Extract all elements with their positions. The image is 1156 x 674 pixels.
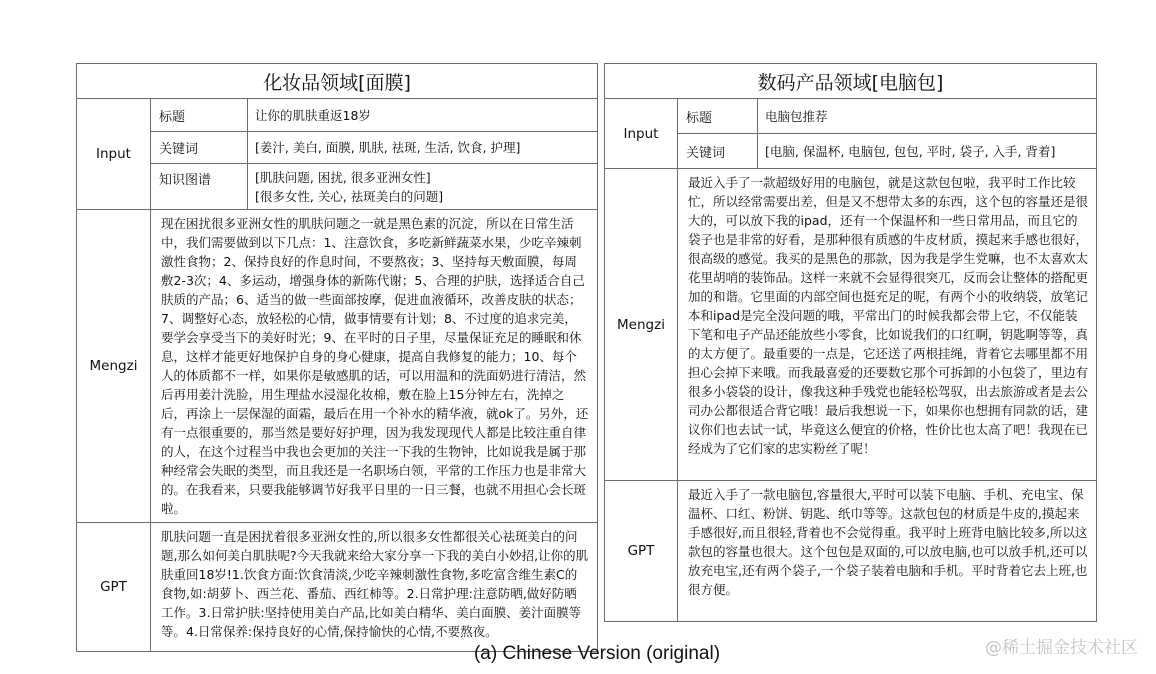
left-title-value: 让你的肌肤重返18岁 bbox=[248, 99, 598, 132]
figure-caption: (a) Chinese Version (original) bbox=[473, 643, 721, 664]
left-kg-label: 知识图谱 bbox=[151, 164, 248, 210]
right-table-title: 数码产品领域[电脑包] bbox=[605, 64, 1097, 99]
watermark: @稀土掘金技术社区 bbox=[985, 638, 1138, 658]
right-mengzi-text: 最近入手了一款超级好用的电脑包，就是这款包包啦，我平时工作比较忙，所以经常需要出差，但是又不想带太多的东西，这个包的容量还是很大的，可以放下我的ipad，还有一个保温杯和一些日常用品，而且它的袋子也是非常的好看，是那种很有质感的牛皮材质，摸起来手感也很好，很高级的感觉。我买的是黑色的那款，因为我是学生党嘛，也不太喜欢太花里胡哨的装饰品。这样一来就不会显得很突兀，反而会让整体的搭配更加的和谐。它里面的内部空间也挺充足的呢，有两个小的收纳袋，放笔记本和ipad是完全没问题的哦，平常出门的时候我都会带上它，不仅能装下笔和电子产品还能放些小零食，比如说我们的口红啊，钥匙啊等等，真的太方便了。最重要的一点是，它还送了两根挂绳，背着它去哪里都不用担心会掉下来哦。而我最喜爱的还要数它那个可拆卸的小包袋了，里边有很多小袋袋的设计，像我这种手残党也能轻松驾驭，出去旅游或者是去公司办公都很适合背它哦！最后我想说一下，如果你也想拥有同款的话，建议你们也去试一试，毕竟这么便宜的价格，性价比也太高了吧！我现在已经成为了它们家的忠实粉丝了呢！ bbox=[678, 169, 1097, 481]
right-gpt-label: GPT bbox=[605, 481, 678, 622]
right-title-label: 标题 bbox=[678, 99, 758, 134]
left-keywords-label: 关键词 bbox=[151, 132, 248, 164]
right-mengzi-label: Mengzi bbox=[605, 169, 678, 481]
left-kg-value bbox=[248, 164, 598, 210]
right-gpt-text: 最近入手了一款电脑包,容量很大,平时可以装下电脑、手机、充电宝、保温杯、口红、粉饼、钥匙、纸巾等等。这款包包的材质是牛皮的,摸起来手感很好,而且很轻,背着也不会觉得重。我平时上班背电脑比较多,所以这款包的容量也很大。这个包包是双面的,可以放电脑,也可以放手机,还可以放充电宝,还有两个袋子,一个袋子装着电脑和手机。平时背着它去上班,也很方便。 bbox=[678, 481, 1097, 622]
right-keywords-value: [电脑, 保温杯, 电脑包, 包包, 平时, 袋子, 入手, 背着] bbox=[758, 134, 1097, 169]
left-gpt-label: GPT bbox=[77, 523, 151, 652]
left-kg-line-2: [很多女性, 关心, 祛斑美白的问题] bbox=[255, 188, 444, 204]
left-keywords-value: [姜汁, 美白, 面膜, 肌肤, 祛斑, 生活, 饮食, 护理] bbox=[248, 132, 598, 164]
left-comparison-table bbox=[76, 63, 598, 652]
left-mengzi-label: Mengzi bbox=[77, 210, 151, 523]
left-table-title: 化妆品领域[面膜] bbox=[77, 64, 598, 99]
left-mengzi-text: 现在困扰很多亚洲女性的肌肤问题之一就是黑色素的沉淀，所以在日常生活中，我们需要做到以下几点：1、注意饮食，多吃新鲜蔬菜水果，少吃辛辣刺激性食物；2、保持良好的作息时间，不要熬夜；3、坚持每天敷面膜，每周敷2-3次；4、多运动，增强身体的新陈代谢；5、合理的护肤，选择适合自己肤质的产品；6、适当的做一些面部按摩，促进血液循环，改善皮肤的状态；7、调整好心态，放轻松的心情，做事情要有计划；8、不过度的追求完美，要学会享受当下的美好时光；9、在平时的日子里，尽量保证充足的睡眠和休息，这样才能更好地保护自身的身心健康，提高自我修复的能力；10、每个人的体质都不一样，如果你是敏感肌的话，可以用温和的洗面奶进行清洁，然后再用姜汁洗脸，用生理盐水浸湿化妆棉，敷在脸上15分钟左右，洗掉之后，再涂上一层保湿的面霜，最后在用一个补水的精华液，就ok了。另外，还有一点很重要的，那当然是要好好护理，因为我发现现代人都是比较注重自律的人，在这个过程当中我也会更加的关注一下我的生物钟，比如说我是属于那种经常会失眠的类型，而且我还是一名职场白领，平常的工作压力也是非常大的。在我看来，只要我能够调节好我平日里的一日三餐，也就不用担心会长斑啦。 bbox=[151, 210, 598, 523]
left-input-label: Input bbox=[77, 99, 151, 210]
right-comparison-table bbox=[604, 63, 1097, 622]
right-input-label: Input bbox=[605, 99, 678, 169]
left-gpt-text: 肌肤问题一直是困扰着很多亚洲女性的,所以很多女性都很关心祛斑美白的问题,那么如何美白肌肤呢?今天我就来给大家分享一下我的美白小妙招,让你的肌肤重回18岁!1.饮食方面:饮食清淡,少吃辛辣刺激性食物,多吃富含维生素C的食物,如:胡萝卜、西兰花、番茄、西红柿等。2.日常护理:注意防晒,做好防晒工作。3.日常护肤:坚持使用美白产品,比如美白精华、美白面膜、姜汁面膜等等。4.日常保养:保持良好的心情,保持愉快的心情,不要熬夜。 bbox=[151, 523, 598, 652]
left-kg-line-1: [肌肤问题, 困扰, 很多亚洲女性] bbox=[255, 169, 431, 185]
left-title-label: 标题 bbox=[151, 99, 248, 132]
right-keywords-label: 关键词 bbox=[678, 134, 758, 169]
right-title-value: 电脑包推荐 bbox=[758, 99, 1097, 134]
